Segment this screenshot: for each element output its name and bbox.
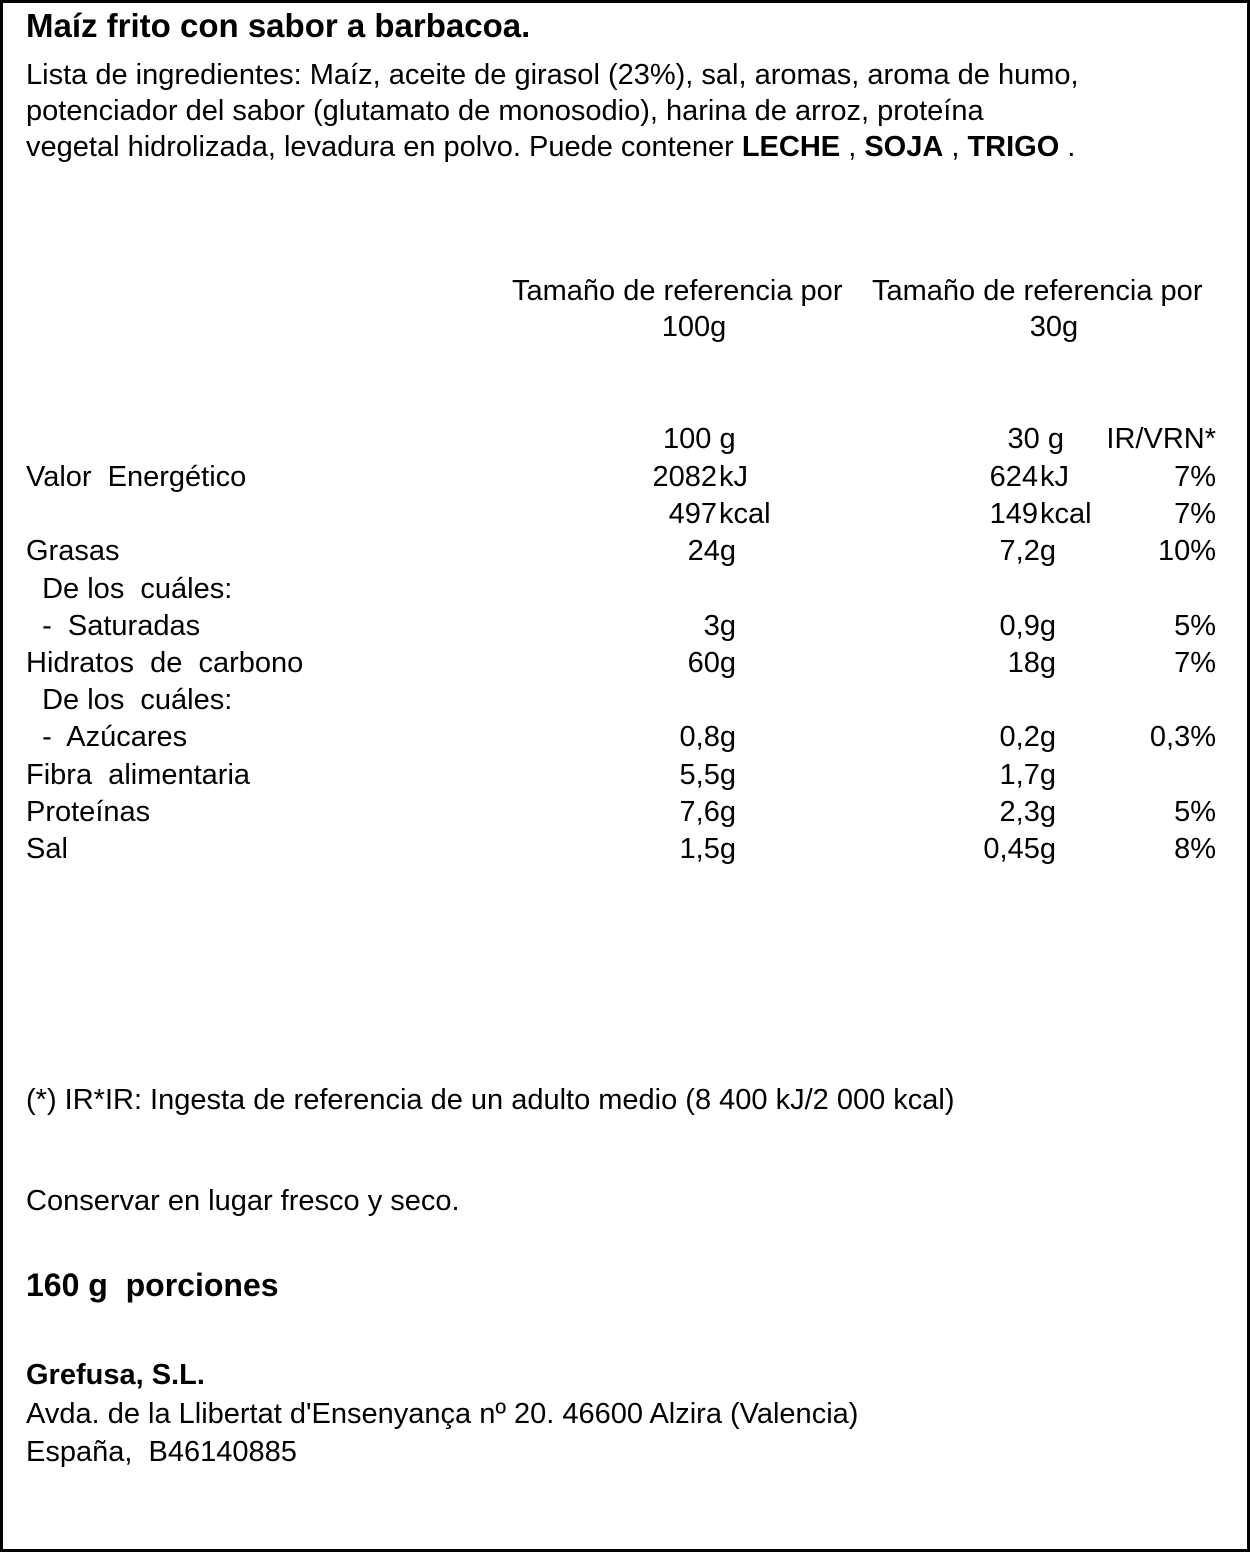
ref-size-30-line-1: Tamaño de referencia por bbox=[872, 275, 1203, 307]
company-country: España, B46140885 bbox=[26, 1436, 297, 1468]
col-header-100g: 100 g bbox=[663, 423, 736, 455]
value-per-30g: 1,7g bbox=[999, 759, 1056, 791]
value-per-100g: 497 bbox=[668, 498, 717, 530]
allergen-trigo: TRIGO bbox=[967, 131, 1060, 163]
ir-percentage: 7% bbox=[1174, 498, 1216, 530]
ir-percentage: 5% bbox=[1174, 796, 1216, 828]
value-per-30g: 149 bbox=[989, 498, 1038, 530]
nutrient-label: Valor Energético bbox=[26, 461, 247, 493]
ref-size-30-line-2: 30g bbox=[1029, 311, 1079, 343]
value-per-100g: 24g bbox=[687, 535, 736, 567]
col-header-30g: 30 g bbox=[1007, 423, 1064, 455]
value-per-100g: 2082 bbox=[652, 461, 717, 493]
allergen-separator: , bbox=[840, 131, 865, 163]
nutrient-label: Fibra alimentaria bbox=[26, 759, 251, 791]
ingredients-line-1: Lista de ingredientes: Maíz, aceite de girasol (23%), sal, aromas, aroma de humo, bbox=[26, 59, 1079, 91]
value-per-100g: 60g bbox=[687, 647, 736, 679]
portion-info: 160 g porciones bbox=[26, 1267, 279, 1303]
value-per-30g: 0,9g bbox=[999, 610, 1056, 642]
value-per-30g: 0,2g bbox=[999, 721, 1056, 753]
value-per-30g: 0,45g bbox=[983, 833, 1056, 865]
product-title: Maíz frito con sabor a barbacoa. bbox=[26, 7, 531, 44]
value-per-100g: 3g bbox=[703, 610, 736, 642]
ir-percentage: 10% bbox=[1157, 535, 1216, 567]
company-name: Grefusa, S.L. bbox=[26, 1359, 205, 1391]
value-per-30g: 18g bbox=[1007, 647, 1056, 679]
value-per-100g: 7,6g bbox=[679, 796, 736, 828]
ir-percentage: 7% bbox=[1174, 647, 1216, 679]
ir-percentage: 7% bbox=[1174, 461, 1216, 493]
ingredients-line-3-prefix: vegetal hidrolizada, levadura en polvo. Puede contener bbox=[26, 131, 734, 163]
ir-percentage: 8% bbox=[1174, 833, 1216, 865]
ir-percentage: 5% bbox=[1174, 610, 1216, 642]
value-per-100g: 5,5g bbox=[679, 759, 736, 791]
nutrient-label: - Saturadas bbox=[26, 610, 201, 642]
ref-size-100-line-1: Tamaño de referencia por bbox=[512, 275, 843, 307]
allergen-separator: , bbox=[943, 131, 968, 163]
ir-percentage: 0,3% bbox=[1149, 721, 1216, 753]
allergen-leche: LECHE bbox=[741, 131, 841, 163]
unit-per-30g: kcal bbox=[1040, 498, 1092, 530]
unit-per-30g: kJ bbox=[1040, 461, 1069, 493]
col-header-ir: IR/VRN* bbox=[1106, 423, 1216, 455]
value-per-30g: 2,3g bbox=[999, 796, 1056, 828]
unit-per-100g: kcal bbox=[719, 498, 771, 530]
nutrient-label: Grasas bbox=[26, 535, 120, 567]
nutrient-label: De los cuáles: bbox=[26, 573, 233, 605]
nutrient-label: Sal bbox=[26, 833, 68, 865]
company-address: Avda. de la Llibertat d'Ensenyança nº 20. 46600 Alzira (Valencia) bbox=[26, 1398, 859, 1430]
footnote: (*) IR*IR: Ingesta de referencia de un adulto medio (8 400 kJ/2 000 kcal) bbox=[26, 1084, 955, 1116]
ref-size-100-line-2: 100g bbox=[661, 311, 727, 343]
value-per-100g: 1,5g bbox=[679, 833, 736, 865]
nutrient-label: - Azúcares bbox=[26, 721, 188, 753]
value-per-30g: 7,2g bbox=[999, 535, 1056, 567]
ingredients-line-2: potenciador del sabor (glutamato de monosodio), harina de arroz, proteína bbox=[26, 95, 984, 127]
value-per-100g: 0,8g bbox=[679, 721, 736, 753]
storage-instructions: Conservar en lugar fresco y seco. bbox=[26, 1185, 460, 1217]
value-per-30g: 624 bbox=[989, 461, 1038, 493]
ingredients-end: . bbox=[1059, 131, 1076, 163]
ingredients-line-3 bbox=[26, 129, 1075, 165]
nutrient-label: Hidratos de carbono bbox=[26, 647, 304, 679]
unit-per-100g: kJ bbox=[719, 461, 748, 493]
nutrient-label: De los cuáles: bbox=[26, 684, 233, 716]
allergen-soja: SOJA bbox=[864, 131, 944, 163]
nutrient-label: Proteínas bbox=[26, 796, 151, 828]
